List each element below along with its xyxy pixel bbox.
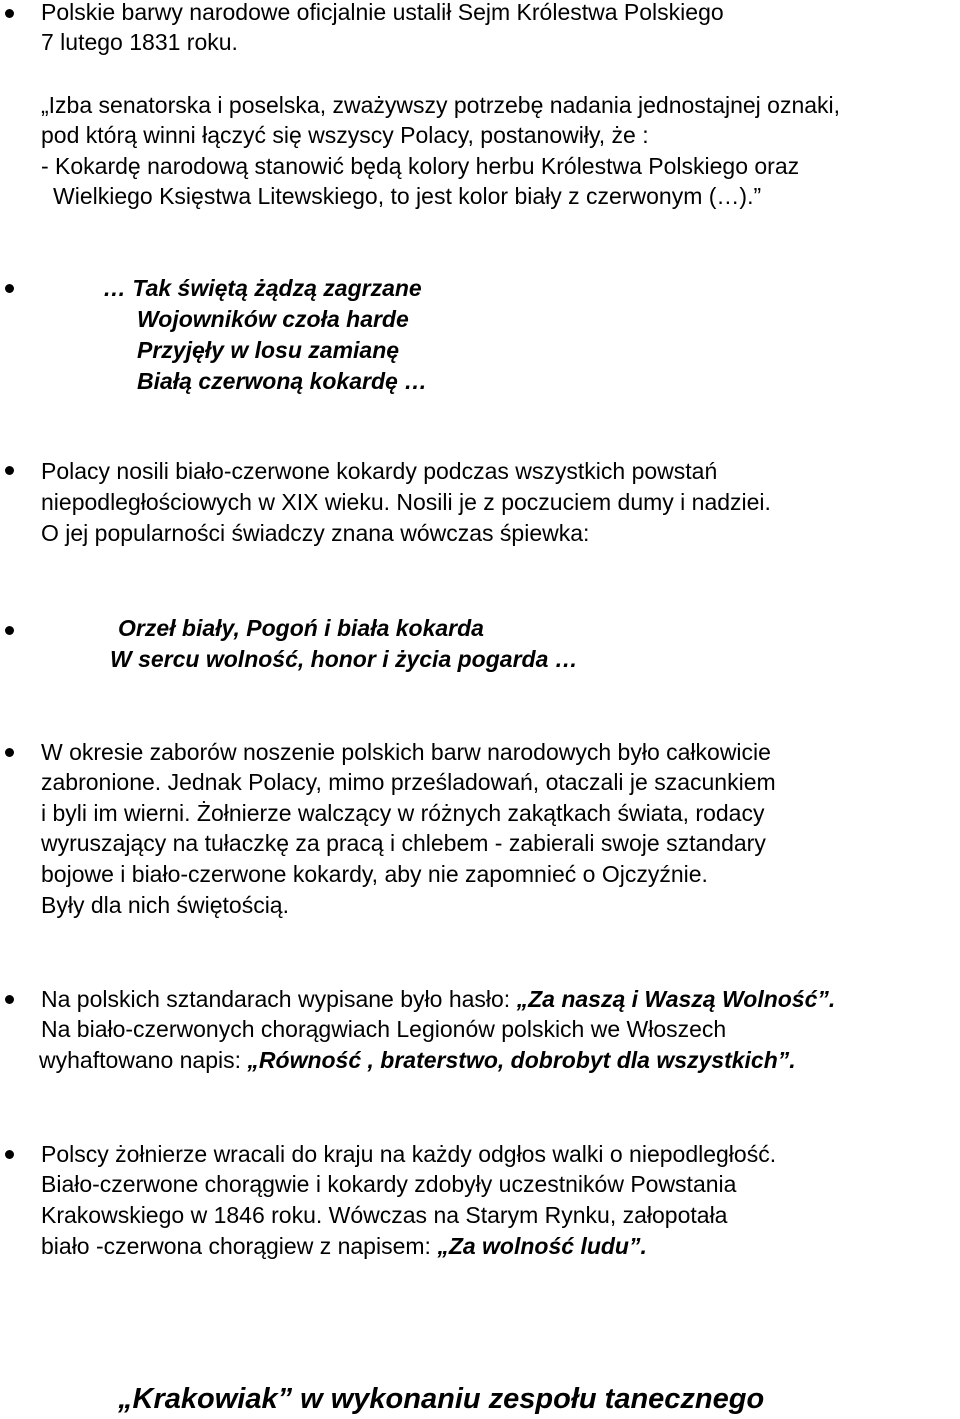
paragraph-line: Były dla nich świętością. — [41, 892, 289, 918]
paragraph-line: Polacy nosili biało-czerwone kokardy podczas wszystkich powstań — [41, 458, 718, 484]
bullet — [5, 748, 14, 757]
bullet — [5, 466, 14, 475]
bullet — [5, 284, 14, 293]
bullet — [5, 9, 14, 18]
quote-line: pod którą winni łączyć się wszyscy Polacy, postanowiły, że : — [41, 122, 649, 148]
bullet — [5, 995, 14, 1004]
paragraph-line: zabronione. Jednak Polacy, mimo prześladowań, otaczali je szacunkiem — [41, 769, 776, 795]
paragraph-text: Na polskich sztandarach wypisane było hasło: — [41, 986, 517, 1012]
paragraph-line: Polskie barwy narodowe oficjalnie ustalił Sejm Królestwa Polskiego — [41, 0, 724, 25]
paragraph-line: Polscy żołnierze wracali do kraju na każdy odgłos walki o niepodległość. — [41, 1141, 777, 1167]
paragraph-line: wyruszający na tułaczkę za pracą i chlebem - zabierali swoje sztandary — [41, 830, 766, 856]
paragraph-text: wyhaftowano napis: — [39, 1047, 248, 1073]
footer-title: „Krakowiak” w wykonaniu zespołu tanecznego — [118, 1383, 765, 1415]
paragraph-line: i byli im wierni. Żołnierze walczący w różnych zakątkach świata, rodacy — [41, 800, 765, 826]
paragraph-line: bojowe i biało-czerwone kokardy, aby nie zapomnieć o Ojczyźnie. — [41, 861, 708, 887]
paragraph-text: biało -czerwona chorągiew z napisem: — [41, 1233, 438, 1259]
quote-line: „Izba senatorska i poselska, zważywszy potrzebę nadania jednostajnej oznaki, — [41, 92, 841, 118]
bullet — [5, 1150, 14, 1159]
poem-line: Wojowników czoła harde — [137, 306, 409, 332]
paragraph-line: O jej popularności świadczy znana wówczas śpiewka: — [41, 520, 590, 546]
poem-line: Orzeł biały, Pogoń i biała kokarda — [118, 615, 484, 641]
poem-line: W sercu wolność, honor i życia pogarda … — [110, 646, 578, 672]
quote-line: Wielkiego Księstwa Litewskiego, to jest kolor biały z czerwonym (…).” — [53, 183, 762, 209]
poem-line: Przyjęły w losu zamianę — [137, 337, 400, 363]
paragraph-line — [39, 1045, 796, 1075]
paragraph-line — [41, 984, 835, 1014]
paragraph-line: 7 lutego 1831 roku. — [41, 29, 238, 55]
paragraph-line: Na biało-czerwonych chorągwiach Legionów polskich we Włoszech — [41, 1016, 727, 1042]
paragraph-line: Biało-czerwone chorągwie i kokardy zdobyły uczestników Powstania — [41, 1171, 737, 1197]
paragraph-line — [41, 1231, 647, 1261]
poem-line: … Tak świętą żądzą zagrzane — [103, 275, 422, 301]
paragraph-line: niepodległościowych w XIX wieku. Nosili je z poczuciem dumy i nadziei. — [41, 489, 771, 515]
poem-line: Białą czerwoną kokardę … — [137, 368, 428, 394]
bullet — [5, 626, 14, 635]
motto-text: „Za naszą i Waszą Wolność”. — [516, 986, 836, 1012]
paragraph-line: Krakowskiego w 1846 roku. Wówczas na Starym Rynku, załopotała — [41, 1202, 728, 1228]
quote-line: - Kokardę narodową stanowić będą kolory herbu Królestwa Polskiego oraz — [41, 153, 800, 179]
paragraph-line: W okresie zaborów noszenie polskich barw narodowych było całkowicie — [41, 739, 771, 765]
motto-text: „Równość , braterstwo, dobrobyt dla wszystkich”. — [247, 1047, 796, 1073]
motto-text: „Za wolność ludu”. — [437, 1233, 647, 1259]
